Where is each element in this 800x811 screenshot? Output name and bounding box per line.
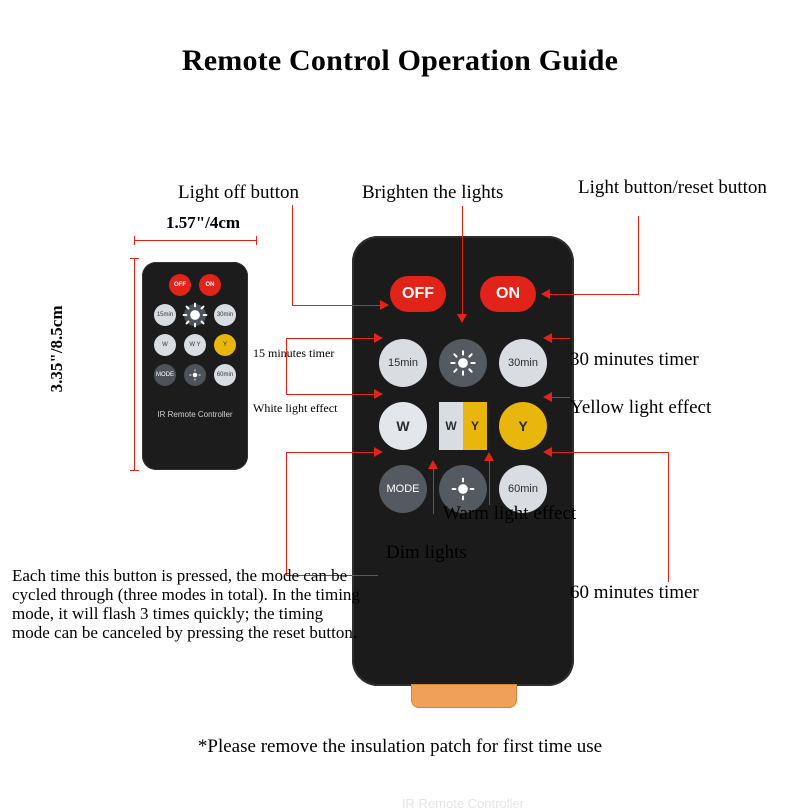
callout-30min: 30 minutes timer	[570, 349, 699, 370]
leader-reset-h	[548, 294, 639, 295]
leader-30min-arrow	[543, 333, 552, 343]
small-yellow-button[interactable]: Y	[214, 334, 236, 356]
callout-white: White light effect	[253, 401, 338, 415]
small-off-button[interactable]: OFF	[169, 274, 191, 296]
callout-dim: Dim lights	[386, 542, 467, 563]
leader-mode-v	[286, 452, 287, 576]
leader-60min-arrow	[543, 447, 552, 457]
leader-mode-arrow	[374, 447, 383, 457]
width-dimension-tick-right	[256, 236, 257, 245]
timer-60min-button[interactable]: 60min	[499, 465, 547, 513]
leader-light-off-v	[292, 205, 293, 305]
leader-dim-v	[433, 468, 434, 514]
leader-reset-v	[638, 216, 639, 294]
warm-light-button[interactable]	[439, 402, 487, 450]
leader-light-off-h	[292, 305, 382, 306]
small-mode-button[interactable]: MODE	[154, 364, 176, 386]
big-remote-footer: IR Remote Controller	[401, 796, 525, 811]
width-dimension-label: 1.57"/4cm	[165, 213, 241, 232]
leader-reset-arrow	[541, 289, 550, 299]
mode-description: Each time this button is pressed, the mode can be cycled through (three modes in total). In the timing mode, it will flash 3 times quickly; the timing mode can be canceled by pressing the reset button.	[12, 566, 360, 643]
leader-warm-v	[489, 460, 490, 505]
callout-15min: 15 minutes timer	[253, 346, 335, 360]
height-dimension-line	[134, 258, 135, 470]
width-dimension-tick-left	[134, 236, 135, 245]
small-dim-button[interactable]	[184, 364, 206, 386]
callout-light-reset: Light button/reset button	[578, 177, 767, 198]
on-button[interactable]: ON	[480, 276, 536, 312]
small-15min-button[interactable]: 15min	[154, 304, 176, 326]
leader-15min-h	[286, 338, 376, 339]
leader-60min-h	[548, 452, 668, 453]
small-30min-button[interactable]: 30min	[214, 304, 236, 326]
leader-15min-arrow	[374, 333, 383, 343]
small-wy-button[interactable]: W Y	[184, 334, 206, 356]
callout-60min: 60 minutes timer	[570, 582, 699, 603]
footnote: *Please remove the insulation patch for first time use	[197, 736, 603, 757]
leader-warm-arrow	[484, 452, 494, 461]
timer-30min-button[interactable]: 30min	[499, 339, 547, 387]
leader-white-arrow	[374, 389, 383, 399]
small-brighten-button[interactable]	[184, 304, 206, 326]
height-dimension-tick-bottom	[130, 470, 139, 471]
leader-dim-arrow	[428, 460, 438, 469]
leader-light-off-arrow	[380, 300, 389, 310]
mode-button[interactable]: MODE	[379, 465, 427, 513]
height-dimension-tick-top	[130, 258, 139, 259]
warm-light-right-label: Y	[463, 402, 487, 450]
width-dimension-line	[134, 240, 256, 241]
yellow-light-button[interactable]: Y	[499, 402, 547, 450]
off-button[interactable]: OFF	[390, 276, 446, 312]
leader-mode-h2	[286, 452, 376, 453]
white-light-button[interactable]: W	[379, 402, 427, 450]
timer-15min-button[interactable]: 15min	[379, 339, 427, 387]
leader-brighten-arrow	[457, 314, 467, 323]
height-dimension-label: 3.35"/8.5cm	[47, 305, 67, 393]
leader-brighten-v	[462, 206, 463, 316]
leader-yellow-arrow	[543, 392, 552, 402]
callout-brighten: Brighten the lights	[362, 182, 504, 203]
callout-yellow: Yellow light effect	[570, 397, 712, 418]
callout-light-off: Light off button	[178, 182, 300, 203]
warm-light-left-label: W	[439, 402, 463, 450]
page-title: Remote Control Operation Guide	[181, 44, 619, 77]
insulation-patch-tab	[411, 684, 517, 708]
small-remote-footer: IR Remote Controller	[157, 410, 233, 419]
leader-white-h	[286, 394, 376, 395]
leader-60min-v	[668, 452, 669, 582]
small-60min-button[interactable]: 60min	[214, 364, 236, 386]
small-white-button[interactable]: W	[154, 334, 176, 356]
callout-warm: Warm light effect	[443, 503, 577, 524]
small-on-button[interactable]: ON	[199, 274, 221, 296]
brighten-button[interactable]	[439, 339, 487, 387]
small-remote-illustration	[142, 262, 248, 470]
